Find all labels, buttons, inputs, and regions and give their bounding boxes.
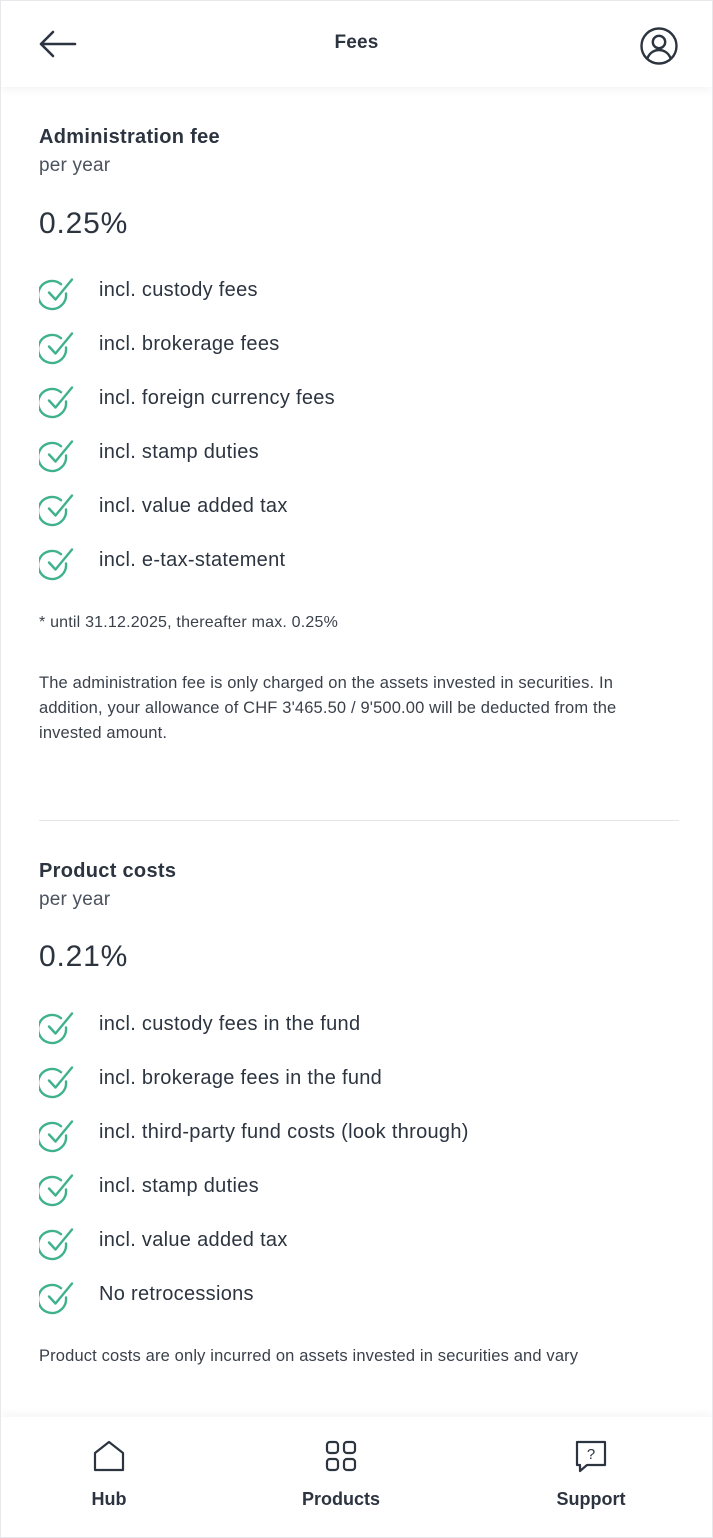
nav-label: Hub — [91, 1489, 127, 1509]
list-item — [39, 276, 679, 330]
list-item — [39, 330, 679, 384]
feature-label: incl. foreign currency fees — [99, 387, 335, 409]
feature-label: incl. value added tax — [99, 1229, 288, 1251]
nav-label: Products — [301, 1489, 380, 1509]
product-costs-section — [39, 821, 679, 1369]
list-item — [39, 1280, 679, 1334]
home-icon — [92, 1439, 126, 1473]
list-item — [39, 1118, 679, 1172]
product-costs-title: Product costs — [39, 860, 177, 882]
feature-label: No retrocessions — [99, 1283, 254, 1305]
bottom-navigation — [1, 1417, 712, 1537]
top-bar — [1, 1, 712, 87]
list-item — [39, 1226, 679, 1280]
check-circle-icon — [39, 330, 75, 366]
product-costs-subtitle: per year — [39, 889, 111, 910]
check-circle-icon — [39, 1280, 75, 1316]
feature-label: incl. brokerage fees in the fund — [99, 1067, 383, 1089]
feature-label: incl. value added tax — [99, 495, 288, 517]
check-circle-icon — [39, 438, 75, 474]
admin-fee-subtitle: per year — [39, 155, 111, 176]
help-chat-icon — [574, 1439, 608, 1473]
page-title: Fees — [334, 32, 379, 53]
feature-label: incl. custody fees in the fund — [99, 1013, 361, 1035]
list-item — [39, 438, 679, 492]
main-content — [39, 87, 679, 1369]
list-item — [39, 1010, 679, 1064]
admin-feature-list — [39, 276, 679, 600]
user-icon — [639, 26, 679, 66]
feature-label: incl. e-tax-statement — [99, 549, 286, 571]
admin-fee-note: * until 31.12.2025, thereafter max. 0.25% — [39, 614, 339, 631]
feature-label: incl. custody fees — [99, 279, 258, 301]
product-costs-rate: 0.21% — [39, 940, 129, 973]
nav-item-support[interactable] — [541, 1417, 641, 1537]
grid-icon — [324, 1439, 358, 1473]
product-feature-list — [39, 1010, 679, 1334]
nav-label: Support — [556, 1489, 626, 1509]
check-circle-icon — [39, 1010, 75, 1046]
admin-fee-description: The administration fee is only charged on the assets invested in securities. In addition, your allowance of CHF 3'465.50 / 9'500.00 will be deducted from the invested amount. — [39, 674, 617, 742]
check-circle-icon — [39, 1064, 75, 1100]
check-circle-icon — [39, 1118, 75, 1154]
list-item — [39, 1172, 679, 1226]
feature-label: incl. stamp duties — [99, 1175, 259, 1197]
admin-fee-rate: 0.25% — [39, 207, 129, 240]
svg-text:?: ? — [586, 1446, 596, 1463]
check-circle-icon — [39, 276, 75, 312]
list-item — [39, 384, 679, 438]
feature-label: incl. stamp duties — [99, 441, 259, 463]
list-item — [39, 546, 679, 600]
check-circle-icon — [39, 1226, 75, 1262]
check-circle-icon — [39, 1172, 75, 1208]
check-circle-icon — [39, 384, 75, 420]
nav-item-products[interactable] — [291, 1417, 391, 1537]
admin-fee-title: Administration fee — [39, 126, 220, 148]
admin-fee-section — [39, 87, 679, 746]
profile-button[interactable] — [639, 26, 679, 66]
list-item — [39, 1064, 679, 1118]
feature-label: incl. third-party fund costs (look through) — [99, 1121, 469, 1143]
check-circle-icon — [39, 492, 75, 528]
feature-label: incl. brokerage fees — [99, 333, 280, 355]
nav-item-hub[interactable] — [59, 1417, 159, 1537]
product-costs-description: Product costs are only incurred on assets invested in securities and vary — [39, 1347, 579, 1365]
check-circle-icon — [39, 546, 75, 582]
list-item — [39, 492, 679, 546]
